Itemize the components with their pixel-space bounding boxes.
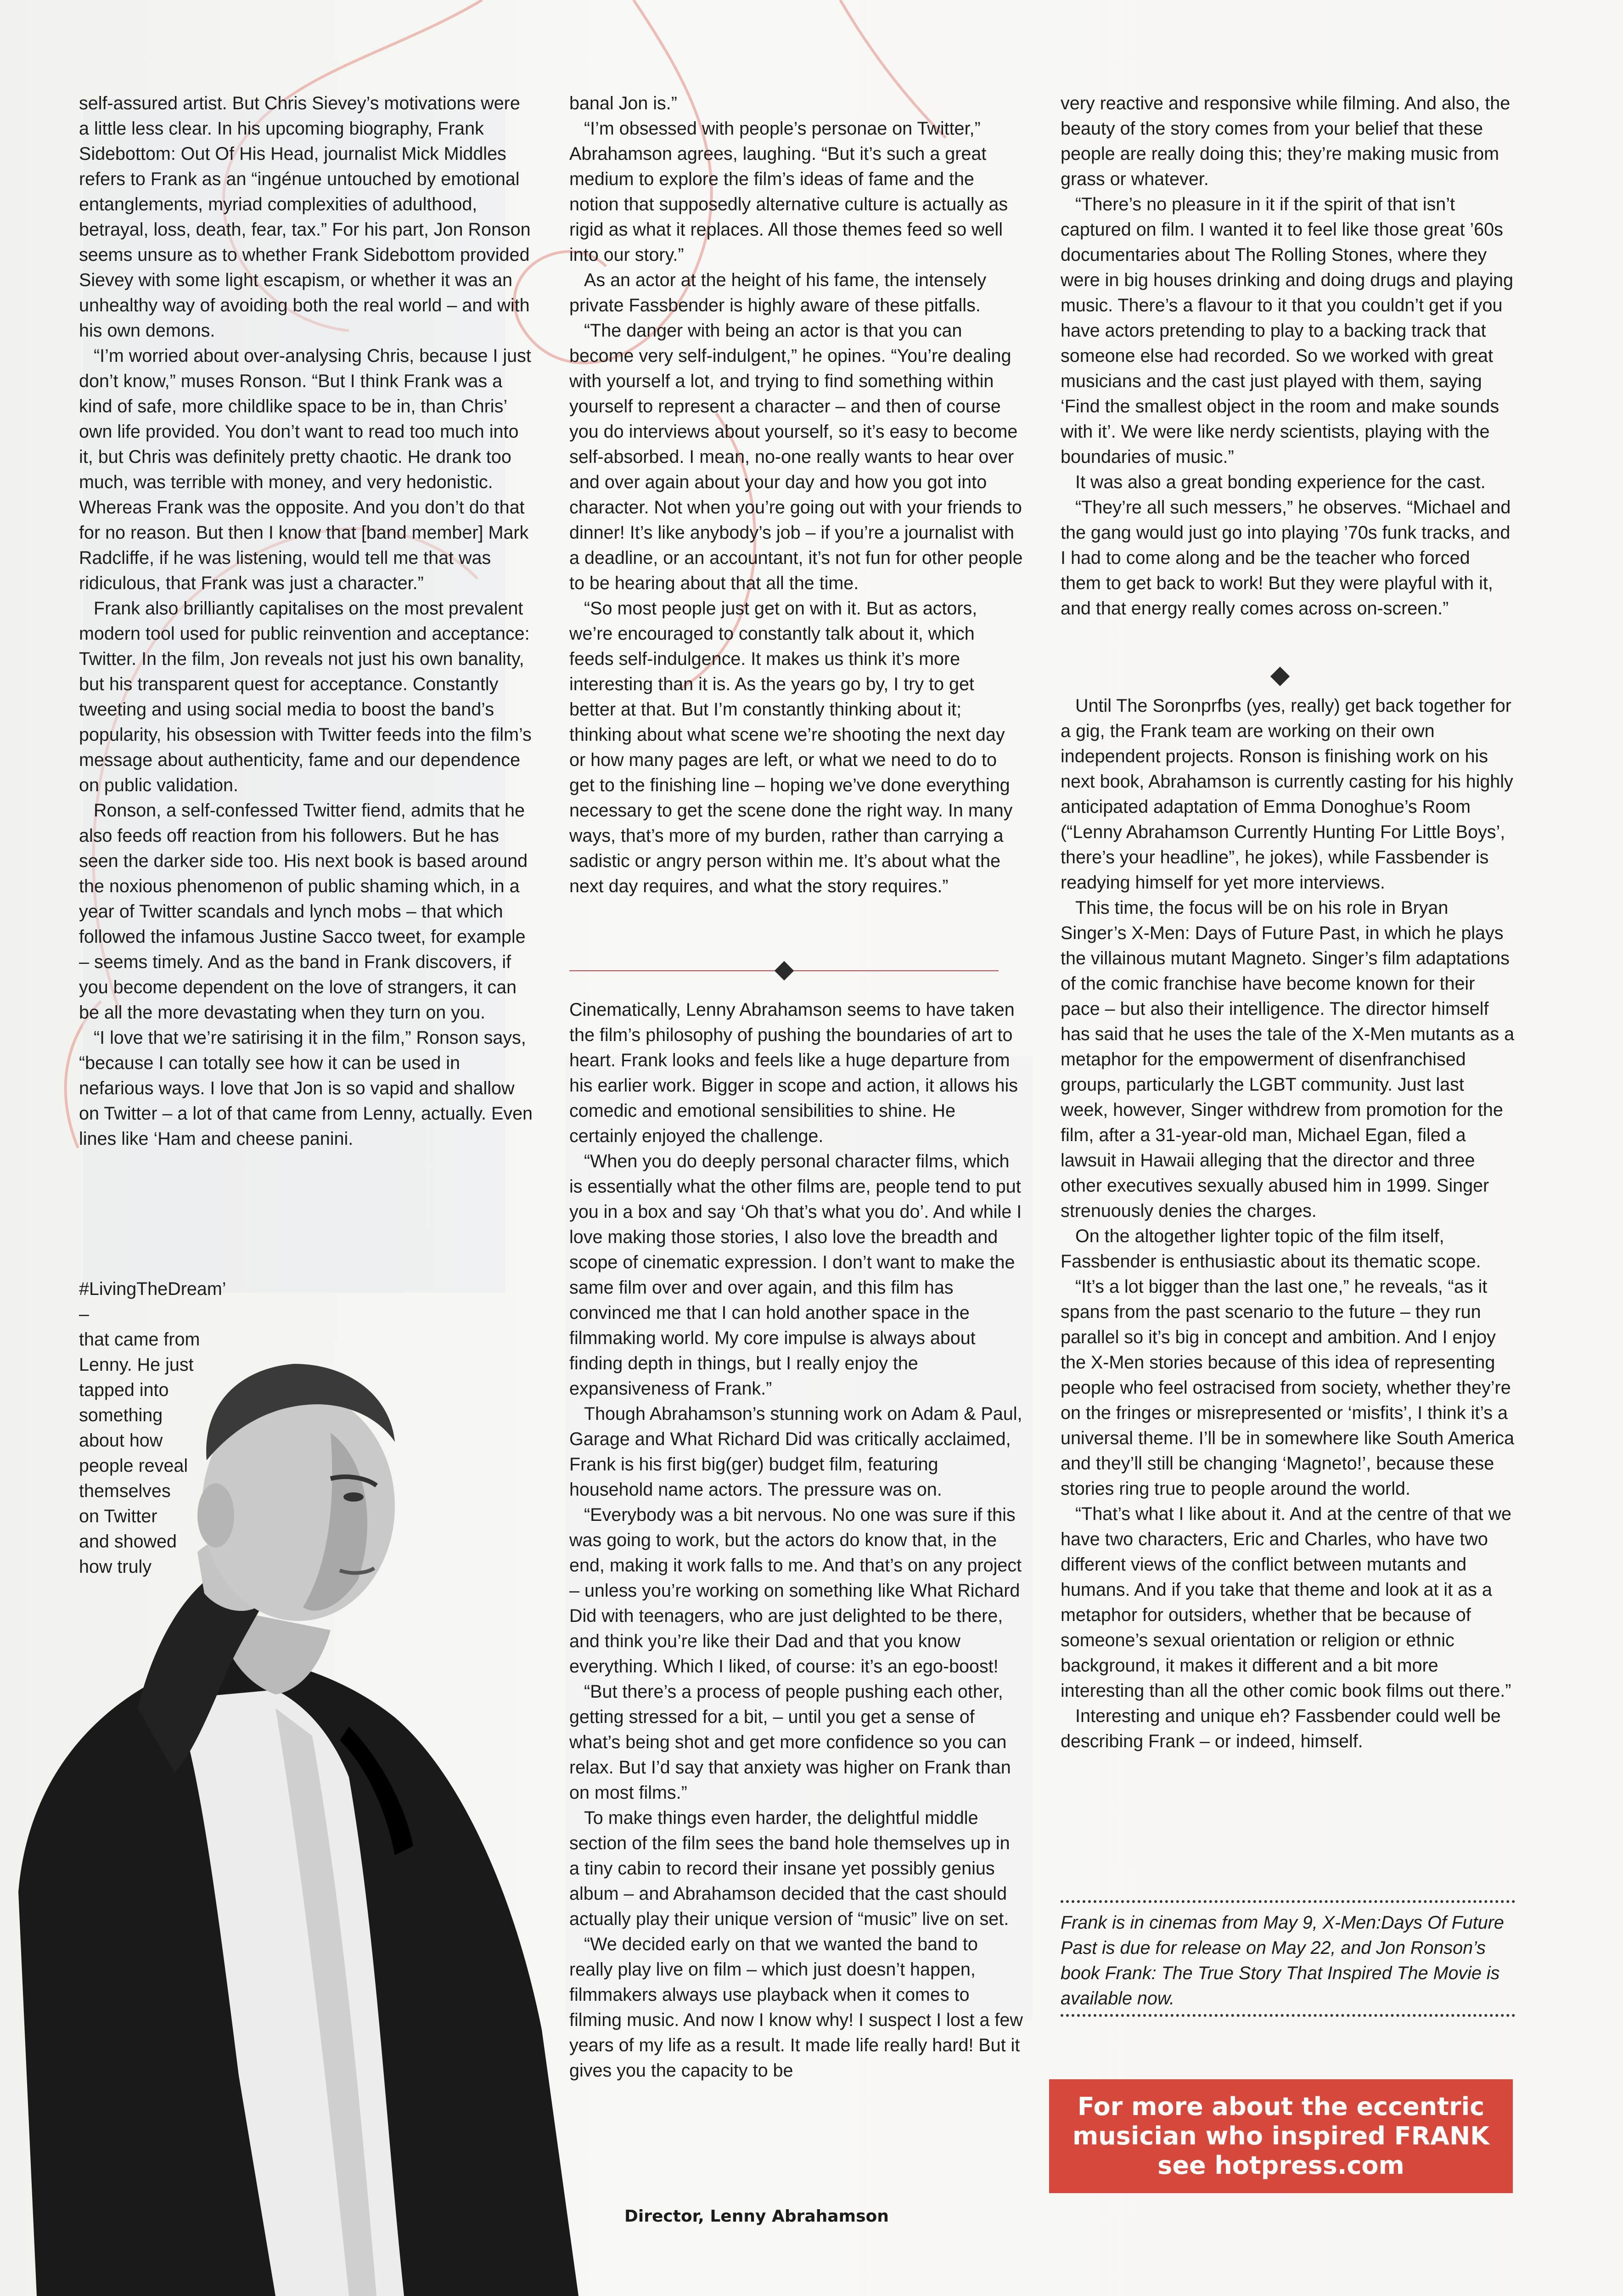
paragraph: banal Jon is.” xyxy=(569,93,677,113)
paragraph: “They’re all such messers,” he observes. “Michael and the gang would just go into playing ’70s funk tracks, and I had to come along and be the teacher who forced them to get back to work! But they were playful with it, and that energy really comes across on-screen.” xyxy=(1061,497,1511,619)
photo-caption: Director, Lenny Abrahamson xyxy=(624,2207,889,2226)
text-line: on Twitter xyxy=(79,1506,157,1526)
release-note-text: Frank is in cinemas from May 9, X-Men:Days Of Future Past is due for release on May 22, and Jon Ronson’s book Frank: The True Story That Inspired The Movie is available now. xyxy=(1061,1913,1504,2009)
text-line: something xyxy=(79,1405,163,1425)
paragraph: Interesting and unique eh? Fassbender could well be describing Frank – or indeed, himself. xyxy=(1061,1706,1501,1751)
article-column-2-continued xyxy=(569,997,1024,2083)
paragraph: very reactive and responsive while filming. And also, the beauty of the story comes from your belief that these people are really doing this; they’re making music from grass or whatever. xyxy=(1061,93,1511,189)
paragraph: “Everybody was a bit nervous. No one was sure if this was going to work, but the actors do know that, in the end, making it work falls to me. And that’s on any project – unless you’re working on something like What Richard Did with teenagers, who are just delighted to be there, and think you’re like their Dad and that you know everything. Which I liked, of course: it’s an ego-boost! xyxy=(569,1505,1022,1677)
text-line: that came from xyxy=(79,1329,200,1350)
paragraph: Until The Soronprfbs (yes, really) get back together for a gig, the Frank team are working on their own independent projects. Ronson is finishing work on his next book, Abrahamson is currently casting for his highly anticipated adaptation of Emma Donoghue’s Room (“Lenny Abrahamson Currently Hunting For Little Boys’, there’s your headline”, he jokes), while Fassbender is readying himself for yet more interviews. xyxy=(1061,696,1513,893)
paragraph: Cinematically, Lenny Abrahamson seems to have taken the film’s philosophy of pushing the boundaries of art to heart. Frank looks and feels like a huge departure from his earlier work. Bigger in scope and action, it allows his comedic and emotional sensibilities to shine. He certainly enjoyed the challenge. xyxy=(569,1000,1018,1146)
text-line: tapped into xyxy=(79,1380,169,1400)
paragraph: “So most people just get on with it. But as actors, we’re encouraged to constantly talk about it, which feeds self-indulgence. It makes us think it’s more interesting than it is. As the years go by, I try to get better at that. But I’m constantly thinking about it; thinking about what scene we’re shooting the next day or how many pages are left, or what we need to do to get to the finishing line – hoping we’ve done everything necessary to get the scene done the right way. In many ways, that’s more of my burden, rather than carrying a sadistic or angry person within me. It’s about what the next day requires, and what the story requires.” xyxy=(569,598,1013,896)
paragraph: “The danger with being an actor is that you can become very self-indulgent,” he opines. “You’re dealing with yourself a lot, and trying to find something within yourself to represent a character – and then of course you do interviews about yourself, so it’s easy to become self-absorbed. I mean, no-one really wants to hear over and over again about your day and how you got into character. Not when you’re going out with your friends to dinner! It’s like anybody’s job – if you’re a journalist with a deadline, or an accountant, it’s not fun for other people to be hearing about that all the time. xyxy=(569,321,1023,593)
paragraph: “But there’s a process of people pushing each other, getting stressed for a bit, – until you get a sense of what’s being shot and get more confidence so you can relax. But I’d say that anxiety was higher on Frank than on most films.” xyxy=(569,1682,1011,1803)
paragraph: “There’s no pleasure in it if the spirit of that isn’t captured on film. I wanted it to feel like those great ’60s documentaries about The Rolling Stones, where they were in big houses drinking and doing drugs and playing music. There’s a flavour to it that you couldn’t get if you have actors pretending to play to a backing track that someone else had recorded. So we worked with great musicians and the cast just played with them, saying ‘Find the smallest object in the room and make sounds with it’. We were like nerdy scientists, playing with the boundaries of music.” xyxy=(1061,194,1513,467)
promo-link[interactable]: see hotpress.com xyxy=(1157,2151,1404,2180)
dotted-rule-bottom xyxy=(1061,2014,1515,2017)
paragraph: Though Abrahamson’s stunning work on Adam & Paul, Garage and What Richard Did was critically acclaimed, Frank is his first big(ger) budget film, featuring household name actors. The pressure was on. xyxy=(569,1404,1022,1500)
article-column-3 xyxy=(1061,91,1515,621)
paragraph: It was also a great bonding experience for the cast. xyxy=(1075,472,1486,492)
director-photo xyxy=(0,1203,597,2296)
text-line: people reveal xyxy=(79,1456,188,1476)
paragraph: Ronson, a self-confessed Twitter fiend, admits that he also feeds off reaction from his followers. But he has seen the darker side too. His next book is based around the noxious phenomenon of public shaming which, in a year of Twitter scandals and lynch mobs – that which followed the infamous Justine Sacco tweet, for example – seems timely. And as the band in Frank discovers, if you become dependent on the love of strangers, it can be all the more devastating when they turn on you. xyxy=(79,800,528,1023)
text-line: about how xyxy=(79,1430,163,1451)
hotpress-promo-box[interactable] xyxy=(1049,2079,1513,2193)
paragraph: As an actor at the height of his fame, the intensely private Fassbender is highly aware of these pitfalls. xyxy=(569,270,987,315)
paragraph: “It’s a lot bigger than the last one,” he reveals, “as it spans from the past scenario to the future – they run parallel so it’s big in concept and ambition. And I enjoy the X-Men stories because of this idea of representing people who feel ostracised from society, whether they’re on the fringes or misrepresented or ‘misfits’, I think it’s a universal theme. I’ll be in somewhere like South America and they’ll still be changing ‘Magneto!’, because these stories ring true to people around the world. xyxy=(1061,1277,1514,1499)
promo-line: For more about the eccentric xyxy=(1077,2092,1485,2121)
text-line: Lenny. He just xyxy=(79,1355,194,1375)
dotted-rule-top xyxy=(1061,1900,1515,1903)
paragraph: “I’m obsessed with people’s personae on Twitter,” Abrahamson agrees, laughing. “But it’s such a great medium to explore the film’s ideas of fame and the notion that supposedly alternative culture is actually as rigid as what it replaces. All those themes feed so well into our story.” xyxy=(569,118,1008,265)
text-line: and showed xyxy=(79,1531,177,1552)
paragraph: self-assured artist. But Chris Sievey’s motivations were a little less clear. In his upcoming biography, Frank Sidebottom: Out Of His Head, journalist Mick Middles refers to Frank as an “ingénue untouched by emotional entanglements, myriad complexities of adulthood, betrayal, loss, death, fear, tax.” For his part, Jon Ronson seems unsure as to whether Frank Sidebottom provided Sievey with some light escapism, or whether it was an unhealthy way of avoiding both the real world – and with his own demons. xyxy=(79,93,531,341)
promo-line: musician who inspired FRANK xyxy=(1072,2122,1490,2150)
paragraph: “I’m worried about over-analysing Chris, because I just don’t know,” muses Ronson. “But I think Frank was a kind of safe, more childlike space to be in, than Chris’ own life provided. You don’t want to read too much into it, but Chris was definitely pretty chaotic. He drank too much, was terrible with money, and very hedonistic. Whereas Frank was the opposite. And you don’t do that for no reason. But then I know that [band member] Mark Radcliffe, if he was listening, would tell me that was ridiculous, that Frank was just a character.” xyxy=(79,346,531,593)
paragraph: Frank also brilliantly capitalises on the most prevalent modern tool used for public reinvention and acceptance: Twitter. In the film, Jon reveals not just his own banality, but his transparent quest for acceptance. Constantly tweeting and using social media to boost the band’s popularity, his obsession with Twitter feeds into the film’s message about authenticity, fame and our dependence on public validation. xyxy=(79,598,532,795)
article-column-1 xyxy=(79,91,534,1152)
divider-diamond-icon xyxy=(1270,667,1290,686)
paragraph: This time, the focus will be on his role in Bryan Singer’s X-Men: Days of Future Past, in which he plays the villainous mutant Magneto. Singer’s film adaptations of the comic franchise have become known for their pace – but also their intelligence. The director himself has said that he uses the tale of the X-Men mutants as a metaphor for the empowerment of disenfranchised groups, particularly the LGBT community. Just last week, however, Singer withdrew from promotion for the film, after a 31-year-old man, Michael Egan, filed a lawsuit in Hawaii alleging that the director and three other executives sexually abused him in 1999. Singer strenuously denies the charges. xyxy=(1061,898,1515,1221)
paragraph: “We decided early on that we wanted the band to really play live on film – which just doesn’t happen, filmmakers always use playback when it comes to filming music. And now I know why! I suspect I lost a few years of my life as a result. It made life really hard! But it gives you the capacity to be xyxy=(569,1934,1023,2081)
article-column-3-continued xyxy=(1061,693,1515,1754)
paragraph: To make things even harder, the delightful middle section of the film sees the band hole themselves up in a tiny cabin to record their insane yet possibly genius album – and Abrahamson decided that the cast should actually play their unique version of “music” live on set. xyxy=(569,1808,1010,1929)
text-line: how truly xyxy=(79,1557,152,1577)
paragraph: “I love that we’re satirising it in the film,” Ronson says, “because I can totally see how it can be used in nefarious ways. I love that Jon is so vapid and shallow on Twitter – a lot of that came from Lenny, actually. Even lines like ‘Ham and cheese panini. xyxy=(79,1028,533,1149)
release-note xyxy=(1061,1910,1515,2011)
paragraph: “That’s what I like about it. And at the centre of that we have two characters, Eric and Charles, who have two different views of the conflict between mutants and humans. And if you take that theme and look at it as a metaphor for outsiders, whether that be because of someone’s sexual orientation or religion or ethnic background, it makes it different and a bit more interesting than all the other comic book films out there.” xyxy=(1061,1504,1512,1701)
paragraph: “When you do deeply personal character films, which is essentially what the other films are, people tend to put you in a box and say ‘Oh that’s what you do’. And while I love making those stories, I also love the breadth and scope of cinematic expression. I don’t want to make the same film over and over again, and this film has convinced me that I can hold another space in the filmmaking world. My core impulse is always about finding depth in things, but I really enjoy the expansiveness of Frank.” xyxy=(569,1151,1022,1399)
paragraph: On the altogether lighter topic of the film itself, Fassbender is enthusiastic about its thematic scope. xyxy=(1061,1226,1481,1272)
divider-diamond-icon xyxy=(775,961,794,980)
article-column-2 xyxy=(569,91,1024,899)
text-line: #LivingTheDream’ – xyxy=(79,1279,226,1324)
text-line: themselves xyxy=(79,1481,171,1501)
